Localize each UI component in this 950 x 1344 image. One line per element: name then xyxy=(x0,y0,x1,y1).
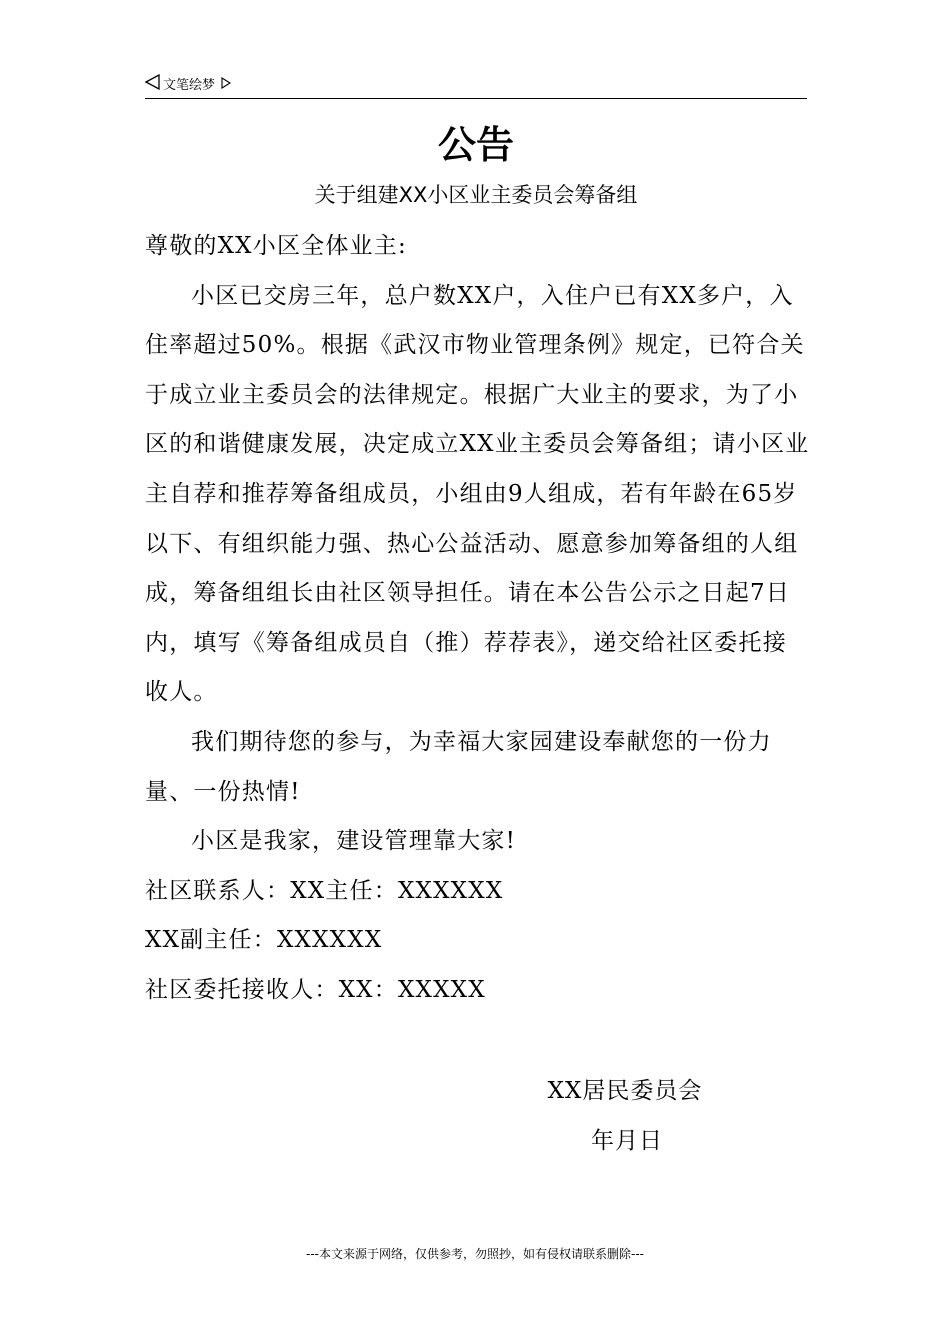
footer-disclaimer: ---本文来源于网络，仅供参考，勿照抄，如有侵权请联系删除--- xyxy=(306,1247,644,1261)
paragraph-slogan: 小区是我家，建设管理靠大家! xyxy=(191,828,517,855)
left-triangle-icon xyxy=(145,74,161,98)
page-title: 公告 xyxy=(437,123,514,167)
page-header xyxy=(145,74,807,99)
header-brand: 文笔绘梦 xyxy=(163,78,216,93)
contact-line: 社区委托接收人：XX：XXXXX xyxy=(145,976,486,1003)
signature-date: 年月日 xyxy=(591,1128,663,1154)
right-triangle-icon xyxy=(221,75,231,97)
salutation: 尊敬的XX小区全体业主: xyxy=(145,233,407,259)
contact-line: 社区联系人：XX主任：XXXXXX xyxy=(145,877,504,904)
signature: XX居民委员会 xyxy=(547,1078,703,1104)
paragraph-invitation: 我们期待您的参与，为幸福大家园建设奉献您的一份力量、一份热情! xyxy=(145,728,772,805)
notice-body xyxy=(145,222,810,1016)
page-subtitle: 关于组建XX小区业主委员会筹备组 xyxy=(314,183,638,207)
contact-line: XX副主任：XXXXXX xyxy=(145,927,383,954)
paragraph-main: 小区已交房三年，总户数XX户，入住户已有XX多户，入住率超过50%。根据《武汉市物业管理条例》规定，已符合关于成立业主委员会的法律规定。根据广大业主的要求，为了小区的和谐健康发展，决定成立XX业主委员会筹备组；请小区业主自荐和推荐筹备组成员，小组由9人组成，若有年龄在65岁以下、有组织能力强、热心公益活动、愿意参加筹备组的人组成，筹备组组长由社区领导担任。请在本公告公示之日起7日内，填写《筹备组成员自（推）荐荐表》，递交给社区委托接收人。 xyxy=(145,282,810,706)
